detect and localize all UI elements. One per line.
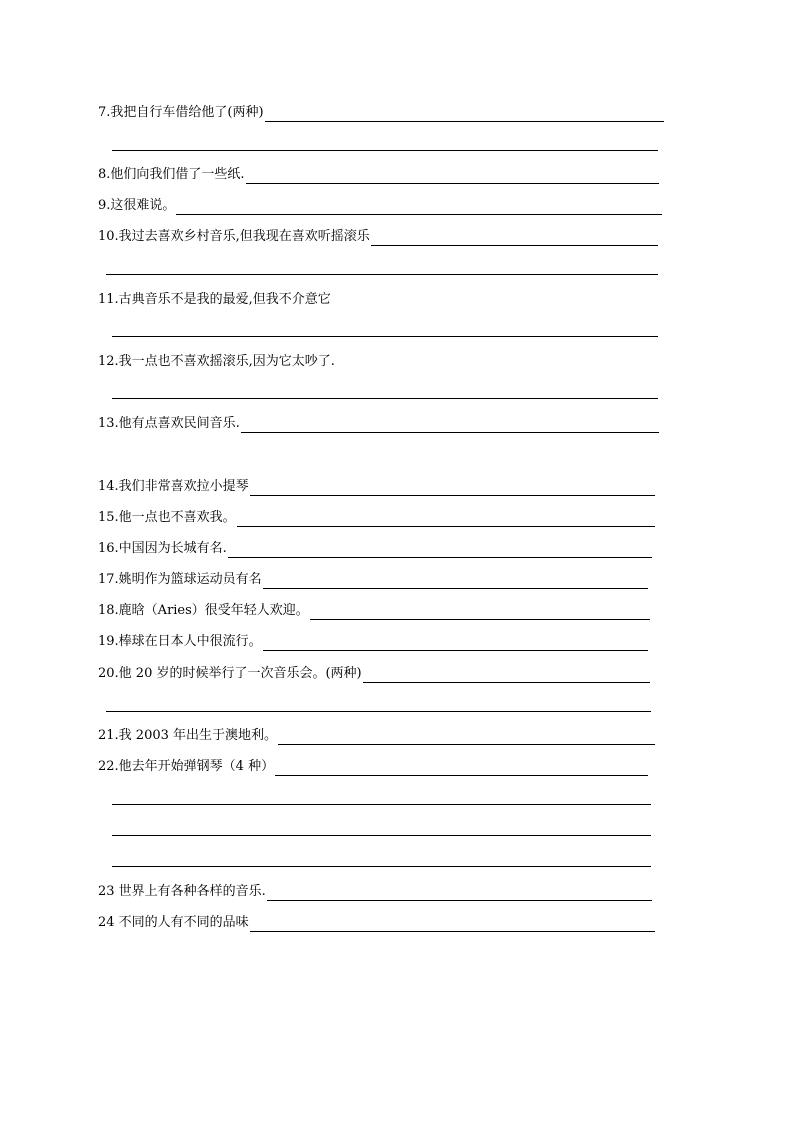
answer-line-extra[interactable] (106, 274, 658, 275)
question-14 (98, 476, 655, 496)
question-8 (98, 164, 659, 184)
answer-line[interactable] (310, 605, 650, 620)
question-22 (98, 756, 648, 776)
answer-line[interactable] (250, 917, 655, 932)
question-text: 10.我过去喜欢乡村音乐,但我现在喜欢听摇滚乐 (98, 229, 370, 244)
answer-line-extra[interactable] (106, 711, 651, 712)
answer-line[interactable] (246, 169, 659, 184)
answer-line-extra[interactable] (112, 804, 651, 805)
answer-line-extra[interactable] (112, 835, 651, 836)
answer-line[interactable] (267, 886, 652, 901)
answer-line[interactable] (263, 636, 648, 651)
question-16 (98, 538, 652, 558)
question-11 (98, 289, 498, 309)
answer-line[interactable] (275, 761, 648, 776)
answer-line[interactable] (237, 512, 655, 527)
question-23 (98, 881, 652, 901)
question-text: 15.他一点也不喜欢我。 (98, 510, 236, 525)
question-9 (98, 195, 662, 215)
question-19 (98, 631, 648, 651)
question-text: 16.中国因为长城有名. (98, 541, 227, 556)
question-text: 9.这很难说。 (98, 198, 176, 213)
question-24 (98, 912, 655, 932)
question-13 (98, 413, 659, 433)
question-text: 17.姚明作为篮球运动员有名 (98, 572, 262, 587)
answer-line[interactable] (265, 107, 664, 122)
question-21 (98, 725, 655, 745)
question-text: 8.他们向我们借了一些纸. (98, 167, 245, 182)
question-text: 12.我一点也不喜欢摇滚乐,因为它太吵了. (98, 354, 335, 369)
question-text: 24 不同的人有不同的品味 (98, 915, 249, 930)
question-text: 21.我 2003 年出生于澳地利。 (98, 728, 278, 743)
question-text: 23 世界上有各种各样的音乐. (98, 884, 266, 899)
question-text: 11.古典音乐不是我的最爱,但我不介意它 (98, 292, 331, 307)
question-17 (98, 569, 648, 589)
answer-line-extra[interactable] (112, 866, 651, 867)
question-text: 14.我们非常喜欢拉小提琴 (98, 479, 249, 494)
question-20 (98, 663, 650, 683)
question-10 (98, 226, 658, 246)
question-text: 19.棒球在日本人中很流行。 (98, 634, 262, 649)
question-text: 22.他去年开始弹钢琴（4 种） (98, 759, 275, 774)
question-text: 20.他 20 岁的时候举行了一次音乐会。(两种) (98, 666, 362, 681)
question-12 (98, 351, 498, 371)
answer-line[interactable] (228, 543, 652, 558)
question-18 (98, 600, 650, 620)
answer-line-extra[interactable] (112, 150, 658, 151)
question-text: 7.我把自行车借给他了(两种) (98, 105, 264, 120)
answer-line[interactable] (241, 418, 659, 433)
answer-line[interactable] (263, 574, 648, 589)
answer-line-extra[interactable] (112, 398, 658, 399)
question-15 (98, 507, 655, 527)
question-text: 13.他有点喜欢民间音乐. (98, 416, 240, 431)
answer-line[interactable] (250, 481, 655, 496)
answer-line[interactable] (278, 730, 655, 745)
answer-line-extra[interactable] (112, 336, 658, 337)
answer-line[interactable] (176, 200, 662, 215)
question-text: 18.鹿晗（Aries）很受年轻人欢迎。 (98, 603, 309, 618)
answer-line[interactable] (371, 231, 658, 246)
question-7 (98, 102, 664, 122)
answer-line[interactable] (363, 668, 650, 683)
